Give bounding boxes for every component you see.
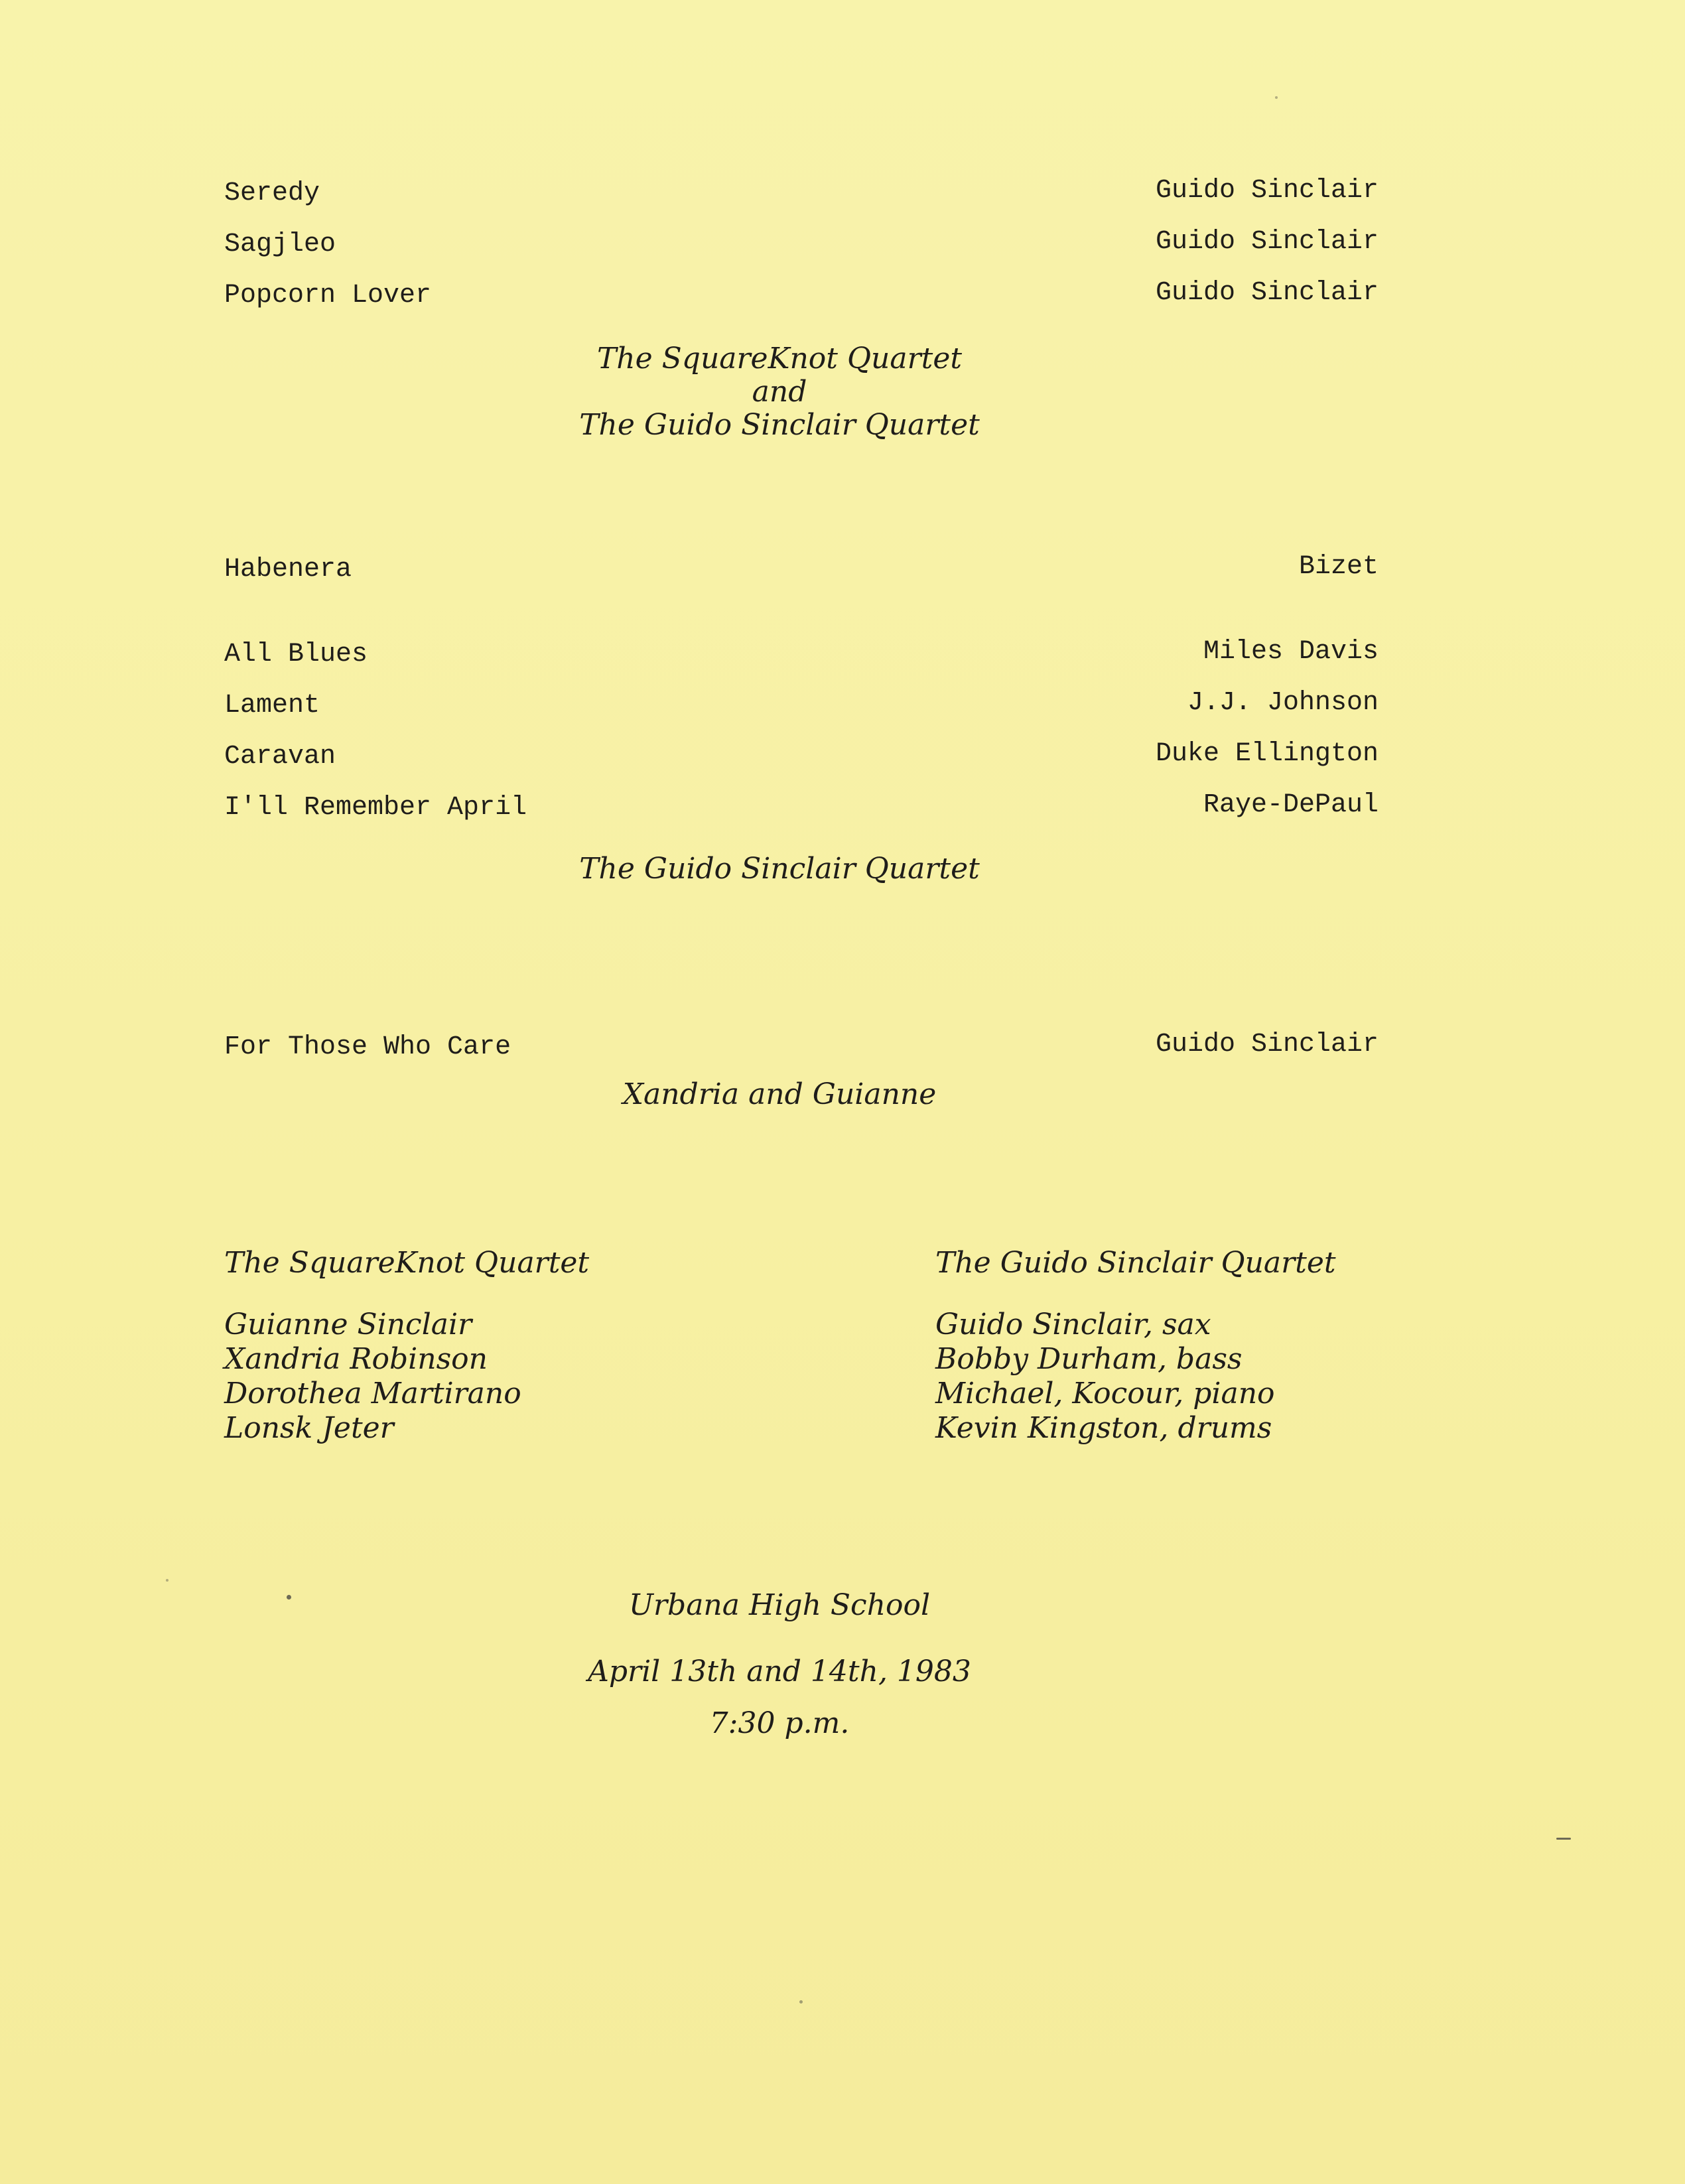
paper-speck <box>166 1579 168 1582</box>
piece-title: Sagjleo <box>224 230 336 259</box>
roster-member: Guianne Sinclair <box>224 1307 472 1341</box>
piece-composer: Guido Sinclair <box>1155 1030 1379 1059</box>
piece-composer: Bizet <box>1298 552 1379 582</box>
paper-speck <box>287 1595 291 1600</box>
piece-composer: J.J. Johnson <box>1187 688 1379 718</box>
roster-member: Bobby Durham, bass <box>935 1341 1243 1376</box>
roster-right <box>935 1246 1336 1446</box>
roster-member: Lonsk Jeter <box>224 1410 394 1445</box>
piece-title: Habenera <box>224 555 352 584</box>
piece-title: Seredy <box>224 178 320 208</box>
piece-composer: Raye-DePaul <box>1203 790 1379 820</box>
piece-title: Lament <box>224 691 320 720</box>
piece-composer: Guido Sinclair <box>1155 176 1379 206</box>
piece-title: For Those Who Care <box>224 1032 511 1062</box>
piece-composer: Guido Sinclair <box>1155 278 1379 308</box>
performer-line: and <box>752 375 807 409</box>
roster-title: The SquareKnot Quartet <box>224 1246 590 1280</box>
piece-title: All Blues <box>224 640 368 669</box>
piece-title: Caravan <box>224 742 336 772</box>
piece-composer: Miles Davis <box>1203 637 1379 667</box>
paper-speck <box>799 2000 803 2004</box>
performer-line: The Guido Sinclair Quartet <box>579 408 980 442</box>
roster-member: Guido Sinclair, sax <box>935 1307 1211 1341</box>
time: 7:30 p.m. <box>709 1706 850 1740</box>
performer-line: The Guido Sinclair Quartet <box>579 852 980 886</box>
roster-member: Kevin Kingston, drums <box>935 1410 1272 1445</box>
piece-title: Popcorn Lover <box>224 281 432 310</box>
paper-speck <box>1275 96 1278 99</box>
roster-left <box>224 1246 589 1446</box>
performer-line: The SquareKnot Quartet <box>596 342 963 375</box>
roster-member: Dorothea Martirano <box>224 1376 521 1410</box>
piece-composer: Guido Sinclair <box>1155 227 1379 257</box>
venue: Urbana High School <box>628 1588 931 1622</box>
performer-line: Xandria and Guianne <box>622 1077 937 1111</box>
dates: April 13th and 14th, 1983 <box>588 1655 971 1688</box>
roster-title: The Guido Sinclair Quartet <box>935 1246 1336 1280</box>
paper-mark <box>1556 1838 1571 1840</box>
piece-title: I'll Remember April <box>224 793 527 823</box>
roster-member: Xandria Robinson <box>224 1341 488 1376</box>
roster-member: Michael, Kocour, piano <box>935 1376 1275 1410</box>
piece-composer: Duke Ellington <box>1155 739 1379 769</box>
